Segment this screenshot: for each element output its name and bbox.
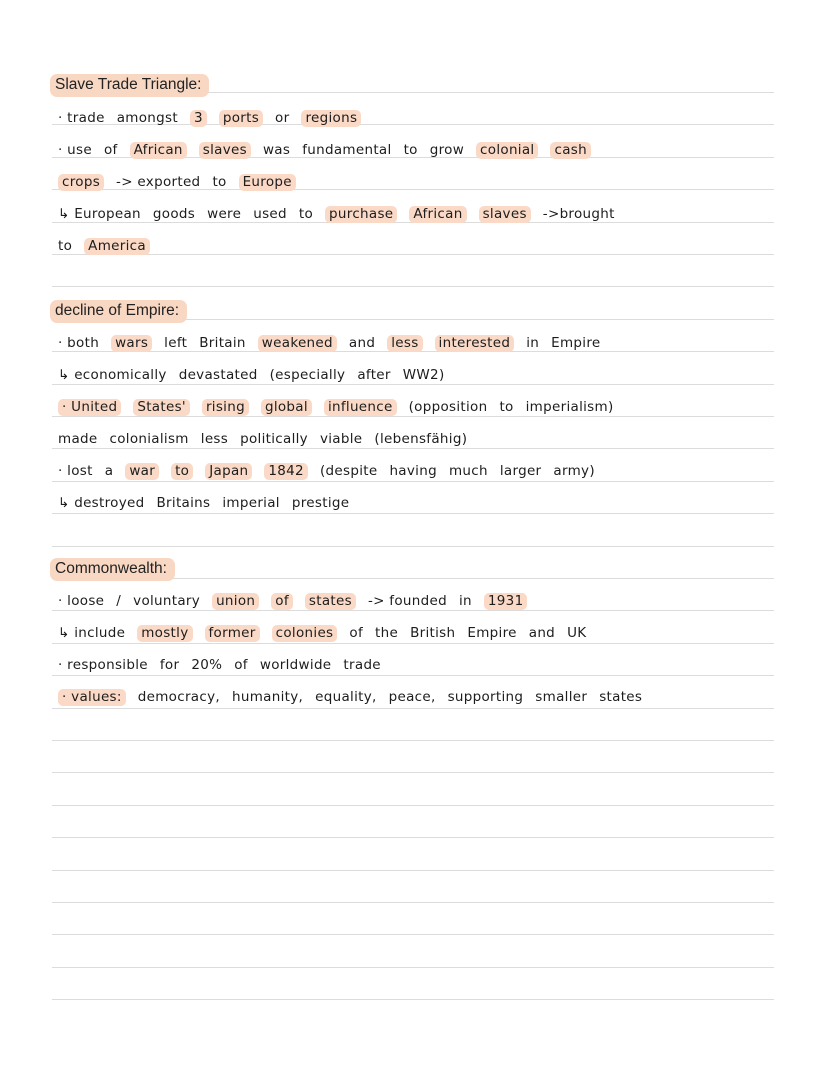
note-word: less: [200, 431, 229, 447]
highlighted-word: regions: [301, 110, 361, 127]
ruled-line: [52, 675, 774, 676]
note-word: imperial: [222, 495, 280, 511]
ruled-line: [52, 772, 774, 773]
note-word: humanity,: [231, 689, 304, 705]
note-word: /: [116, 593, 122, 609]
ruled-line: [52, 870, 774, 871]
ruled-line: [52, 643, 774, 644]
ruled-line: [52, 384, 774, 385]
note-word: ↳ European: [58, 206, 141, 222]
highlighted-word: weakened: [258, 335, 337, 352]
note-word: to: [212, 174, 227, 190]
highlighted-word: global: [261, 399, 312, 416]
note-word: made: [58, 431, 98, 447]
section-heading-slave-trade: Slave Trade Triangle:: [50, 74, 209, 97]
note-word: of: [103, 142, 118, 158]
note-word: -> exported: [116, 174, 201, 190]
ruled-line: [52, 610, 774, 611]
highlighted-word: African: [130, 142, 187, 159]
note-word: of: [349, 625, 364, 641]
note-word: (opposition: [408, 399, 488, 415]
ruled-line: [52, 513, 774, 514]
note-word: · both: [58, 335, 100, 351]
highlighted-word: influence: [324, 399, 397, 416]
highlighted-word: former: [205, 625, 260, 642]
note-word: · trade: [58, 110, 105, 126]
ruled-line: [52, 708, 774, 709]
note-word: the: [375, 625, 399, 641]
note-line: [58, 110, 361, 126]
highlighted-word: rising: [202, 399, 249, 416]
note-word: viable: [319, 431, 363, 447]
note-line: [58, 238, 150, 254]
ruled-line: [52, 481, 774, 482]
note-word: much: [448, 463, 488, 479]
highlighted-word: slaves: [479, 206, 531, 223]
note-word: ↳ destroyed: [58, 495, 145, 511]
note-word: imperialism): [525, 399, 614, 415]
highlighted-word: less: [387, 335, 422, 352]
highlighted-word: cash: [550, 142, 591, 159]
note-word: 20%: [191, 657, 223, 673]
highlighted-word: 3: [190, 110, 207, 127]
highlighted-word: colonial: [476, 142, 538, 159]
note-word: for: [159, 657, 180, 673]
highlighted-word: slaves: [199, 142, 251, 159]
note-word: goods: [152, 206, 196, 222]
note-word: army): [553, 463, 595, 479]
note-word: -> founded: [367, 593, 447, 609]
note-word: (lebensfähig): [374, 431, 468, 447]
note-word: politically: [240, 431, 308, 447]
note-word: were: [207, 206, 242, 222]
section-heading-commonwealth: Commonwealth:: [50, 558, 175, 581]
note-word: peace,: [388, 689, 436, 705]
ruled-line: [52, 286, 774, 287]
ruled-line: [52, 967, 774, 968]
highlighted-word: States': [133, 399, 190, 416]
highlighted-word: colonies: [272, 625, 338, 642]
note-word: devastated: [178, 367, 258, 383]
note-word: amongst: [116, 110, 178, 126]
note-line: [58, 206, 615, 222]
note-word: in: [526, 335, 540, 351]
note-word: · lost: [58, 463, 93, 479]
highlighted-word: war: [125, 463, 159, 480]
note-line: [58, 335, 601, 351]
note-word: voluntary: [133, 593, 201, 609]
note-word: ↳ include: [58, 625, 126, 641]
note-word: (especially: [269, 367, 346, 383]
note-line: [58, 657, 381, 673]
ruled-lines: [52, 0, 774, 1070]
highlighted-word: America: [84, 238, 150, 255]
ruled-line: [52, 448, 774, 449]
highlighted-word: states: [305, 593, 356, 610]
ruled-line: [52, 546, 774, 547]
note-word: states: [599, 689, 643, 705]
note-word: ↳ economically: [58, 367, 167, 383]
note-word: · use: [58, 142, 92, 158]
ruled-line: [52, 805, 774, 806]
note-word: used: [253, 206, 287, 222]
note-word: supporting: [447, 689, 524, 705]
note-line: [58, 625, 586, 641]
ruled-line: [52, 837, 774, 838]
note-word: to: [499, 399, 514, 415]
note-word: left: [164, 335, 188, 351]
ruled-line: [52, 740, 774, 741]
note-line: [58, 399, 614, 415]
note-word: of: [234, 657, 248, 673]
note-word: · responsible: [58, 657, 148, 673]
note-line: [58, 593, 527, 609]
note-line: [58, 495, 349, 511]
highlighted-word: · values:: [58, 689, 126, 706]
note-word: (despite: [319, 463, 378, 479]
note-word: Empire: [467, 625, 517, 641]
highlighted-word: African: [409, 206, 466, 223]
note-word: and: [348, 335, 376, 351]
note-word: was: [262, 142, 291, 158]
note-word: Britains: [156, 495, 211, 511]
note-word: to: [58, 238, 73, 254]
note-word: larger: [499, 463, 542, 479]
note-word: prestige: [291, 495, 350, 511]
note-word: and: [528, 625, 556, 641]
note-word: to: [298, 206, 314, 222]
note-word: a: [104, 463, 114, 479]
note-word: equality,: [315, 689, 377, 705]
note-word: or: [275, 110, 290, 126]
note-word: · loose: [58, 593, 105, 609]
note-word: smaller: [535, 689, 588, 705]
highlighted-word: of: [271, 593, 293, 610]
highlighted-word: wars: [111, 335, 152, 352]
note-word: to: [403, 142, 418, 158]
highlighted-word: crops: [58, 174, 104, 191]
note-line: [58, 689, 642, 705]
note-line: [58, 431, 467, 447]
note-line: [58, 142, 591, 158]
note-word: trade: [343, 657, 381, 673]
ruled-line: [52, 254, 774, 255]
note-word: grow: [429, 142, 465, 158]
highlighted-word: union: [212, 593, 259, 610]
note-word: having: [389, 463, 437, 479]
ruled-line: [52, 416, 774, 417]
highlighted-word: 1842: [264, 463, 308, 480]
highlighted-word: Europe: [239, 174, 296, 191]
section-heading-decline-of-empire: decline of Empire:: [50, 300, 187, 323]
note-word: after: [357, 367, 391, 383]
ruled-line: [52, 999, 774, 1000]
note-word: UK: [567, 625, 587, 641]
highlighted-word: ports: [219, 110, 263, 127]
note-word: Empire: [551, 335, 601, 351]
highlighted-word: purchase: [325, 206, 397, 223]
highlighted-word: interested: [435, 335, 515, 352]
note-word: fundamental: [302, 142, 392, 158]
note-word: colonialism: [109, 431, 189, 447]
highlighted-word: Japan: [205, 463, 252, 480]
note-line: [58, 463, 595, 479]
highlighted-word: 1931: [484, 593, 528, 610]
note-word: British: [410, 625, 456, 641]
note-word: democracy,: [137, 689, 220, 705]
highlighted-word: to: [171, 463, 193, 480]
note-word: ->brought: [542, 206, 615, 222]
ruled-line: [52, 902, 774, 903]
highlighted-word: · United: [58, 399, 121, 416]
note-line: [58, 174, 296, 190]
note-line: [58, 367, 445, 383]
ruled-line: [52, 934, 774, 935]
note-word: Britain: [199, 335, 246, 351]
note-word: in: [458, 593, 472, 609]
note-word: worldwide: [259, 657, 332, 673]
note-word: WW2): [402, 367, 445, 383]
highlighted-word: mostly: [137, 625, 192, 642]
